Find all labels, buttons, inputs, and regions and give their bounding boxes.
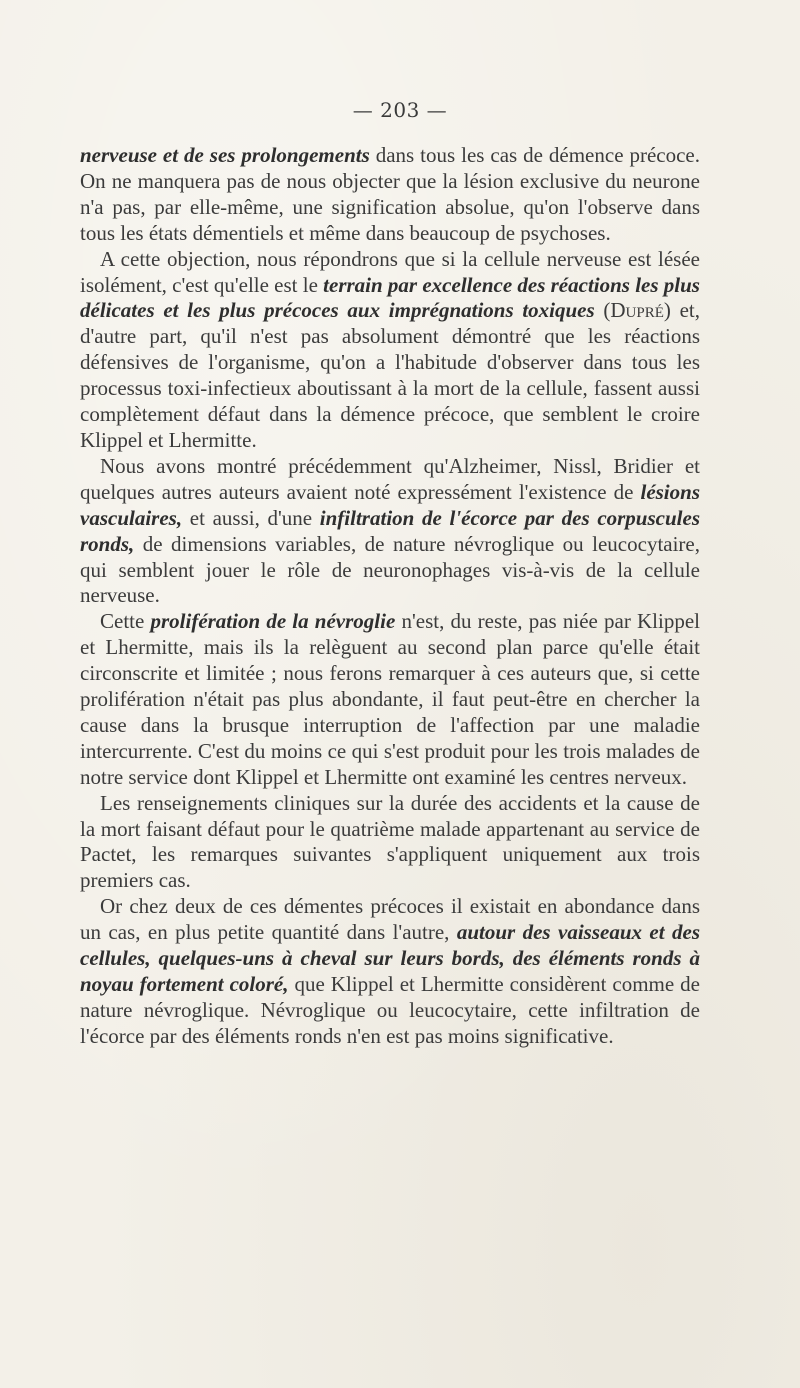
author-name: Dupré (610, 298, 664, 323)
text-run: ( (594, 298, 611, 323)
paragraph (80, 143, 700, 247)
text-run: que Klippel et Lhermitte considèrent comme de nature névroglique. Névroglique ou leucocytaire, cette infiltration de l'écorce par des éléments ronds n'en est pas moins significative. (80, 972, 700, 1048)
text-run: dans tous les cas de démence précoce. On ne manquera pas de nous objecter que la lésion exclusive du neurone n'a pas, par elle-même, une signification absolue, qu'on l'observe dans tous les états démentiels et même dans beaucoup de psychoses. (80, 143, 700, 245)
text-run: et aussi, d'une (182, 505, 320, 530)
text-run: Or chez deux de ces démentes précoces il existait en abondance dans un cas, en plus petite quantité dans l'autre, (80, 894, 700, 945)
emphasized-text: nerveuse et de ses prolongements (80, 143, 370, 167)
emphasized-text: autour des vaisseaux et des cellules, quelques-uns à cheval sur leurs bords, des éléments ronds à noyau fortement coloré, (80, 920, 700, 996)
text-run: Cette (100, 609, 151, 634)
paragraph (80, 791, 700, 895)
text-run: Nous avons montré précédemment qu'Alzheimer, Nissl, Bridier et quelques autres auteurs avaient noté expressément l'existence de (80, 453, 700, 504)
page-number: — 203 — (352, 98, 448, 122)
paragraph (80, 454, 700, 609)
paragraph (80, 247, 700, 454)
paragraph (80, 894, 700, 1049)
emphasized-text: lésions vasculaires, (80, 479, 700, 530)
emphasized-text: infiltration de l'écorce par des corpuscules ronds, (80, 505, 700, 556)
body-text (80, 143, 700, 1050)
text-run: de dimensions variables, de nature névroglique ou leucocytaire, qui semblent jouer le rôle de neuronophages vis-à-vis de la cellule nerveuse. (80, 531, 700, 608)
text-run: Les renseignements cliniques sur la durée des accidents et la cause de la mort faisant défaut pour le quatrième malade appartenant au service de Pactet, les remarques suivantes s'appliquent uniquement aux trois premiers cas. (80, 790, 700, 893)
emphasized-text: prolifération de la névroglie (150, 609, 396, 634)
emphasized-text: terrain par excellence des réactions les plus délicates et les plus précoces aux imprégnations toxiques (80, 272, 700, 323)
text-run: n'est, du reste, pas niée par Klippel et Lhermitte, mais ils la relèguent au second plan parce qu'elle était circonscrite et limitée ; nous ferons remarquer à ces auteurs que, si cette prolifération n'était pas plus abondante, il faut peut-être en chercher la cause dans la brusque interruption de l'affection par une maladie intercurrente. C'est du moins ce qui s'est produit pour les trois malades de notre service dont Klippel et Lhermitte ont examiné les centres nerveux. (80, 609, 700, 789)
text-run: A cette objection, nous répondrons que si la cellule nerveuse est lésée isolément, c'est qu'elle est le (80, 246, 700, 297)
text-run: ) et, d'autre part, qu'il n'est pas absolument démontré que les réactions défensives de l'organisme, qu'on a l'habitude d'observer dans tous les processus toxi-infectieux aboutissant à la mort de la cellule, fassent aussi complètement défaut dans la démence précoce, que semblent le croire Klippel et Lhermitte. (80, 298, 700, 452)
paragraph (80, 609, 700, 790)
